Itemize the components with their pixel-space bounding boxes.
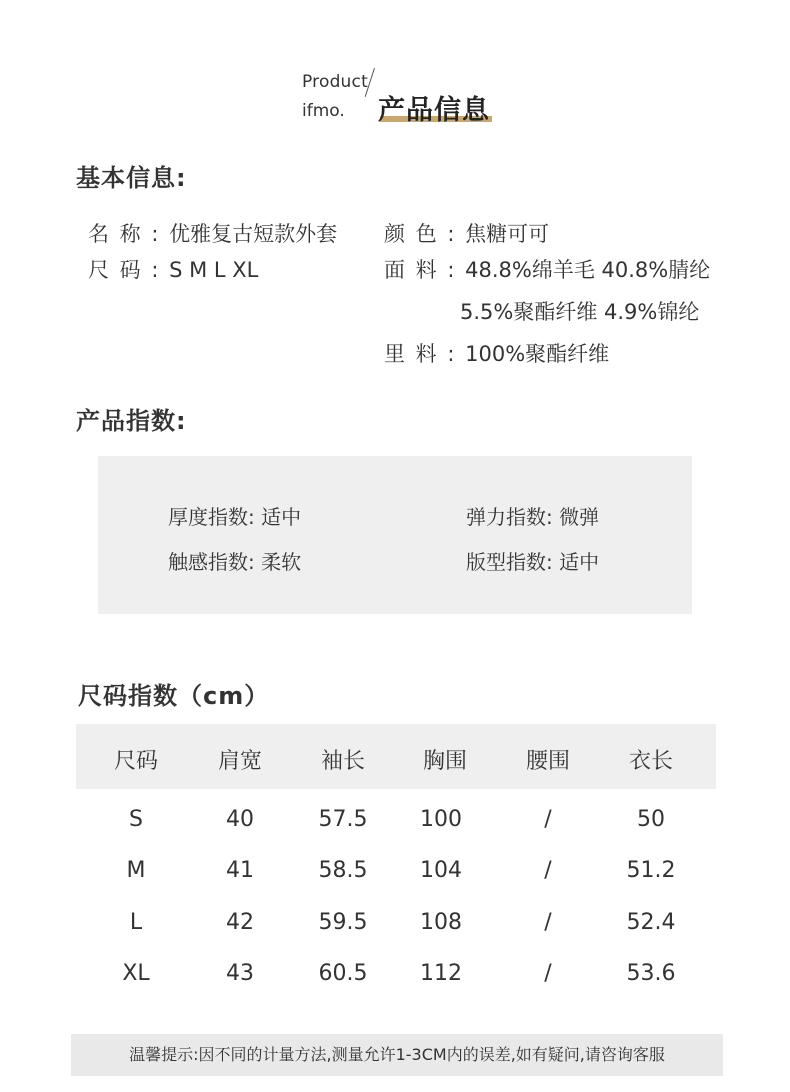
table-cell: 57.5 — [318, 807, 368, 832]
header-cell-waist: 腰围 — [525, 749, 570, 774]
size-value: S M L XL — [169, 258, 259, 282]
table-cell: 100 — [420, 807, 462, 832]
table-cell: 59.5 — [318, 910, 368, 935]
header-en-line2: ifmo. — [302, 101, 345, 121]
color-label: 颜 色 : — [384, 222, 466, 246]
header-cell-chest: 胸围 — [422, 749, 467, 774]
table-cell: 108 — [420, 910, 462, 935]
table-cell: 41 — [226, 858, 254, 883]
basic-info-heading: 基本信息: — [76, 164, 187, 192]
lining-row — [384, 338, 609, 368]
table-cell: 60.5 — [318, 961, 368, 986]
header-cell-size: 尺码 — [113, 749, 158, 774]
table-cell: XL — [122, 961, 150, 986]
table-cell: 52.4 — [626, 910, 676, 935]
size-label: 尺 码 : — [88, 258, 170, 282]
thickness-index: 厚度指数: 适中 — [168, 505, 302, 529]
name-value: 优雅复古短款外套 — [169, 222, 338, 246]
table-cell: 42 — [226, 910, 254, 935]
size-table-heading: 尺码指数（cm） — [78, 682, 270, 710]
lining-label: 里 料 : — [384, 342, 466, 366]
header-cell-sleeve: 袖长 — [320, 749, 365, 774]
size-row — [88, 254, 258, 284]
touch-index: 触感指数: 柔软 — [168, 550, 302, 574]
header-cell-shoulder: 肩宽 — [217, 749, 262, 774]
table-cell: / — [544, 910, 552, 935]
table-cell: 43 — [226, 961, 254, 986]
table-cell: 58.5 — [318, 858, 368, 883]
color-value: 焦糖可可 — [465, 222, 550, 246]
table-cell: / — [544, 807, 552, 832]
fit-index: 版型指数: 适中 — [466, 550, 600, 574]
product-index-heading: 产品指数: — [76, 407, 187, 435]
color-row — [384, 218, 549, 248]
footer-note: 温馨提示:因不同的计量方法,测量允许1-3CM内的误差,如有疑问,请咨询客服 — [71, 1034, 723, 1076]
fabric-value-2: 5.5%聚酯纤维 4.9%锦纶 — [460, 300, 700, 324]
page-title: 产品信息 — [378, 95, 490, 126]
header-en-line1: Product — [302, 72, 368, 92]
fabric-value-1: 48.8%绵羊毛 40.8%腈纶 — [465, 258, 711, 282]
table-cell: 112 — [420, 961, 462, 986]
lining-value: 100%聚酯纤维 — [465, 342, 610, 366]
fabric-row-2 — [460, 296, 699, 326]
fabric-label: 面 料 : — [384, 258, 466, 282]
table-cell: L — [129, 910, 143, 935]
fabric-row — [384, 254, 710, 284]
name-row — [88, 218, 337, 248]
table-cell: M — [126, 858, 146, 883]
elasticity-index: 弹力指数: 微弹 — [466, 505, 600, 529]
name-label: 名 称 : — [88, 222, 170, 246]
table-cell: 51.2 — [626, 858, 676, 883]
product-index-panel — [98, 456, 692, 614]
header-cell-length: 衣长 — [628, 749, 673, 774]
table-cell: 104 — [420, 858, 462, 883]
table-cell: 53.6 — [626, 961, 676, 986]
table-cell: 40 — [226, 807, 254, 832]
table-cell: / — [544, 961, 552, 986]
table-cell: / — [544, 858, 552, 883]
table-cell: S — [129, 807, 143, 832]
table-cell: 50 — [637, 807, 665, 832]
